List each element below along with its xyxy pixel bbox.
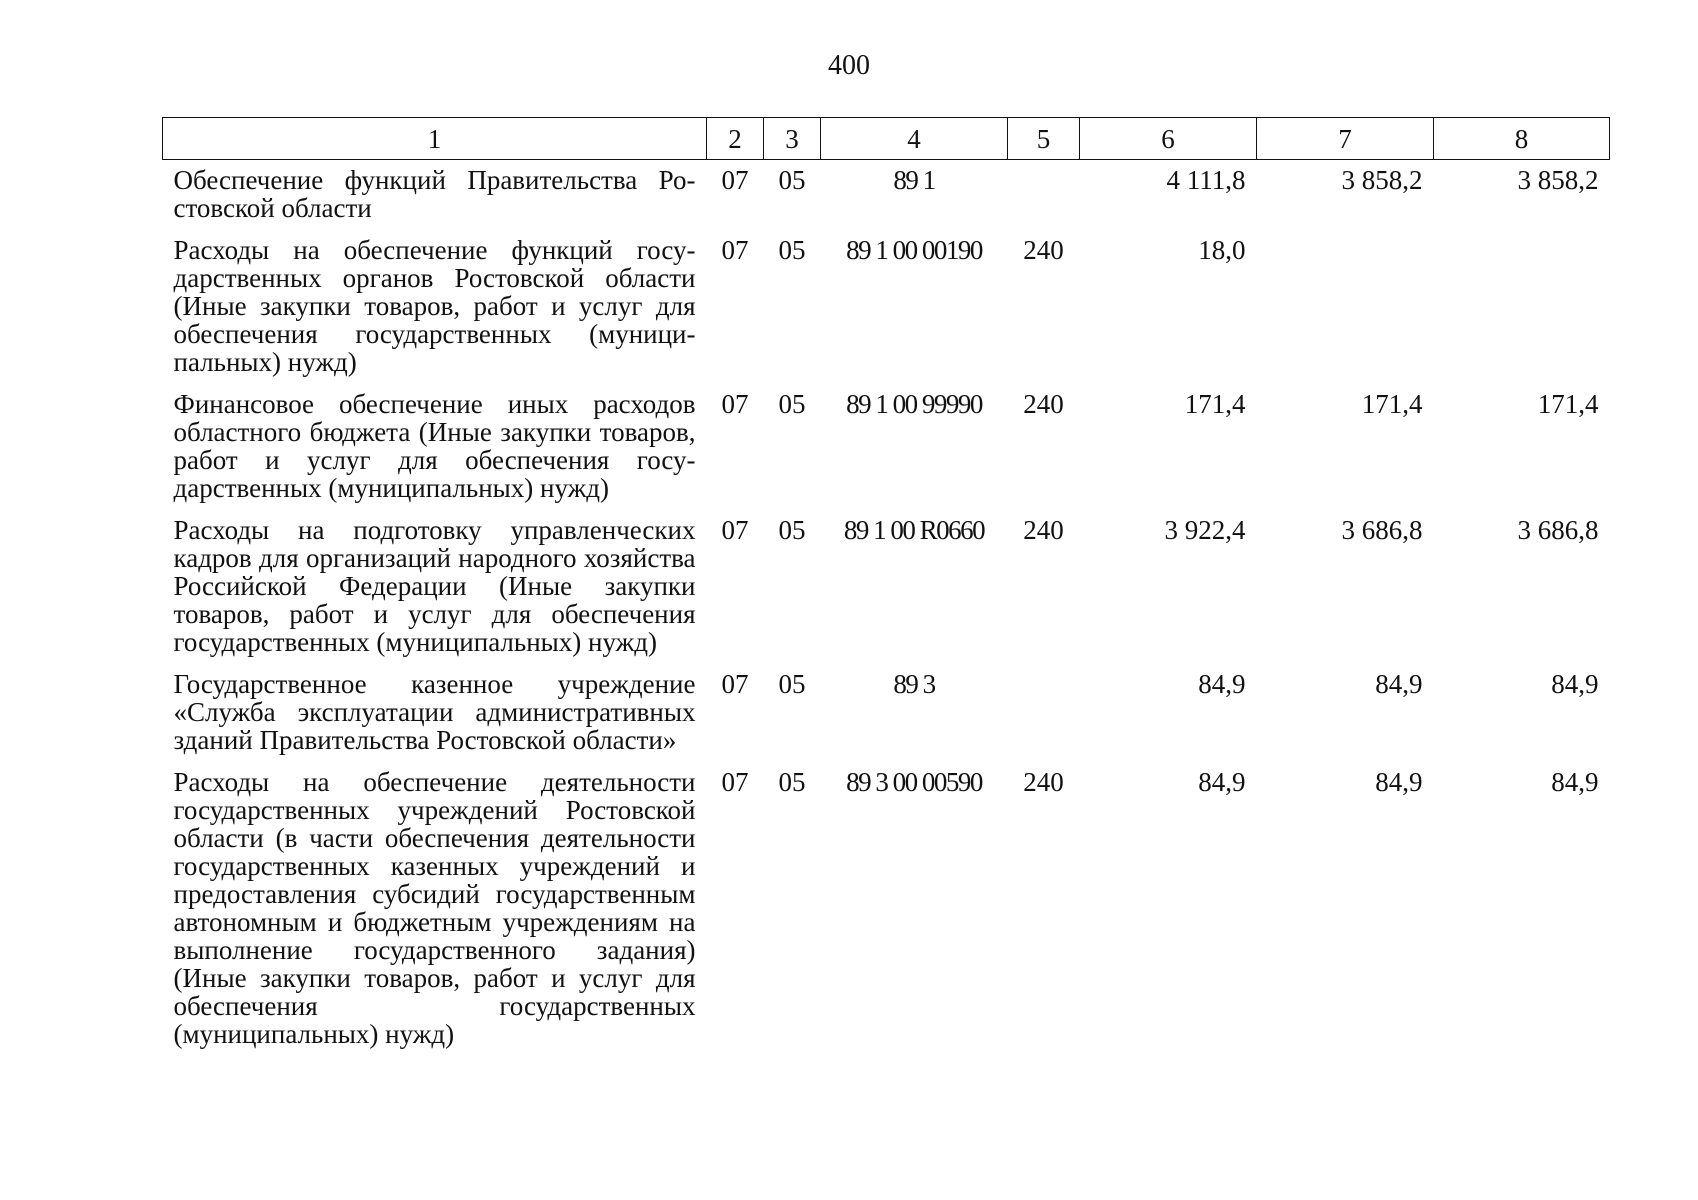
section-code: 07 xyxy=(721,515,749,545)
amount-col-8 xyxy=(1434,236,1610,390)
target-article-code: 89 1 00 R0660 xyxy=(843,515,985,545)
budget-table xyxy=(162,117,1610,1062)
subsection-code: 05 xyxy=(778,669,806,699)
amount-col-7: 84,9 xyxy=(1375,767,1423,797)
amount-col-6: 18,0 xyxy=(1198,235,1246,265)
amount-col-7: 3 686,8 xyxy=(1341,515,1423,545)
amount-col-6: 3 922,4 xyxy=(1164,515,1246,545)
amount-col-8: 3 686,8 xyxy=(1517,515,1599,545)
target-article-code: 89 1 00 00190 xyxy=(846,235,982,265)
table-row xyxy=(163,670,1610,768)
amount-col-6: 84,9 xyxy=(1198,767,1246,797)
amount-col-7: 171,4 xyxy=(1361,389,1423,419)
row-name: Расходы на обеспечение функций государственных органов Ростовской области (Иные закупки товаров, работ и услуг для обеспечения государственных (муниципальных) нужд) xyxy=(173,235,696,377)
amount-col-6: 84,9 xyxy=(1198,669,1246,699)
amount-col-6: 171,4 xyxy=(1184,389,1246,419)
subsection-code: 05 xyxy=(778,389,806,419)
table-row xyxy=(163,516,1610,670)
section-code: 07 xyxy=(721,669,749,699)
subsection-code: 05 xyxy=(778,767,806,797)
subsection-code: 05 xyxy=(778,235,806,265)
column-header: 5 xyxy=(1008,118,1080,160)
target-article-code: 89 3 xyxy=(893,669,935,699)
table-row xyxy=(163,390,1610,516)
column-header: 6 xyxy=(1080,118,1257,160)
expense-type-code: 240 xyxy=(1023,235,1064,265)
column-header: 7 xyxy=(1257,118,1434,160)
section-code: 07 xyxy=(721,165,749,195)
section-code: 07 xyxy=(721,767,749,797)
header-row xyxy=(163,118,1610,160)
row-name: Расходы на подготовку управленческих кадров для организаций народного хозяйства Российской Федерации (Иные закупки товаров, работ и услуг для обеспечения государственных (муниципальных) нужд) xyxy=(173,515,696,657)
section-code: 07 xyxy=(721,389,749,419)
table-row xyxy=(163,236,1610,390)
subsection-code: 05 xyxy=(778,165,806,195)
column-header: 1 xyxy=(163,118,707,160)
row-name: Государственное казенное учреждение «Служба эксплуатации административных зданий Правительства Ростовской области» xyxy=(173,669,696,755)
amount-col-8: 84,9 xyxy=(1551,669,1599,699)
column-header: 3 xyxy=(764,118,821,160)
row-name: Обеспечение функций Правительства Ростовской области xyxy=(173,165,696,223)
table-body xyxy=(163,160,1610,1063)
row-name: Финансовое обеспечение иных расходов областного бюджета (Иные закупки товаров, работ и услуг для обеспечения государственных (муниципальных) нужд) xyxy=(173,389,696,503)
page-number: 400 xyxy=(828,50,870,81)
target-article-code: 89 1 00 99990 xyxy=(846,389,982,419)
amount-col-6: 4 111,8 xyxy=(1166,165,1246,195)
expense-type-code xyxy=(1008,160,1080,237)
column-header: 4 xyxy=(821,118,1008,160)
expense-type-code: 240 xyxy=(1023,515,1064,545)
target-article-code: 89 3 00 00590 xyxy=(846,767,982,797)
target-article-code: 89 1 xyxy=(893,165,935,195)
amount-col-7: 84,9 xyxy=(1375,669,1423,699)
expense-type-code: 240 xyxy=(1023,767,1064,797)
expense-type-code xyxy=(1008,670,1080,768)
table-row xyxy=(163,768,1610,1062)
amount-col-8: 171,4 xyxy=(1537,389,1599,419)
amount-col-7: 3 858,2 xyxy=(1341,165,1423,195)
amount-col-8: 3 858,2 xyxy=(1517,165,1599,195)
table-header xyxy=(163,118,1610,160)
amount-col-7 xyxy=(1257,236,1434,390)
subsection-code: 05 xyxy=(778,515,806,545)
column-header: 8 xyxy=(1434,118,1610,160)
section-code: 07 xyxy=(721,235,749,265)
amount-col-8: 84,9 xyxy=(1551,767,1599,797)
table-row xyxy=(163,160,1610,237)
row-name: Расходы на обеспечение деятельности государственных учреждений Ростовской области (в части обеспечения деятельности государственных казенных учреждений и предоставления субсидий государственным автономным и бюджетным учреждениям на выполнение государственного задания) (Иные закупки товаров, работ и услуг для обеспечения государственных (муниципальных) нужд) xyxy=(173,767,696,1049)
column-header: 2 xyxy=(707,118,764,160)
expense-type-code: 240 xyxy=(1023,389,1064,419)
